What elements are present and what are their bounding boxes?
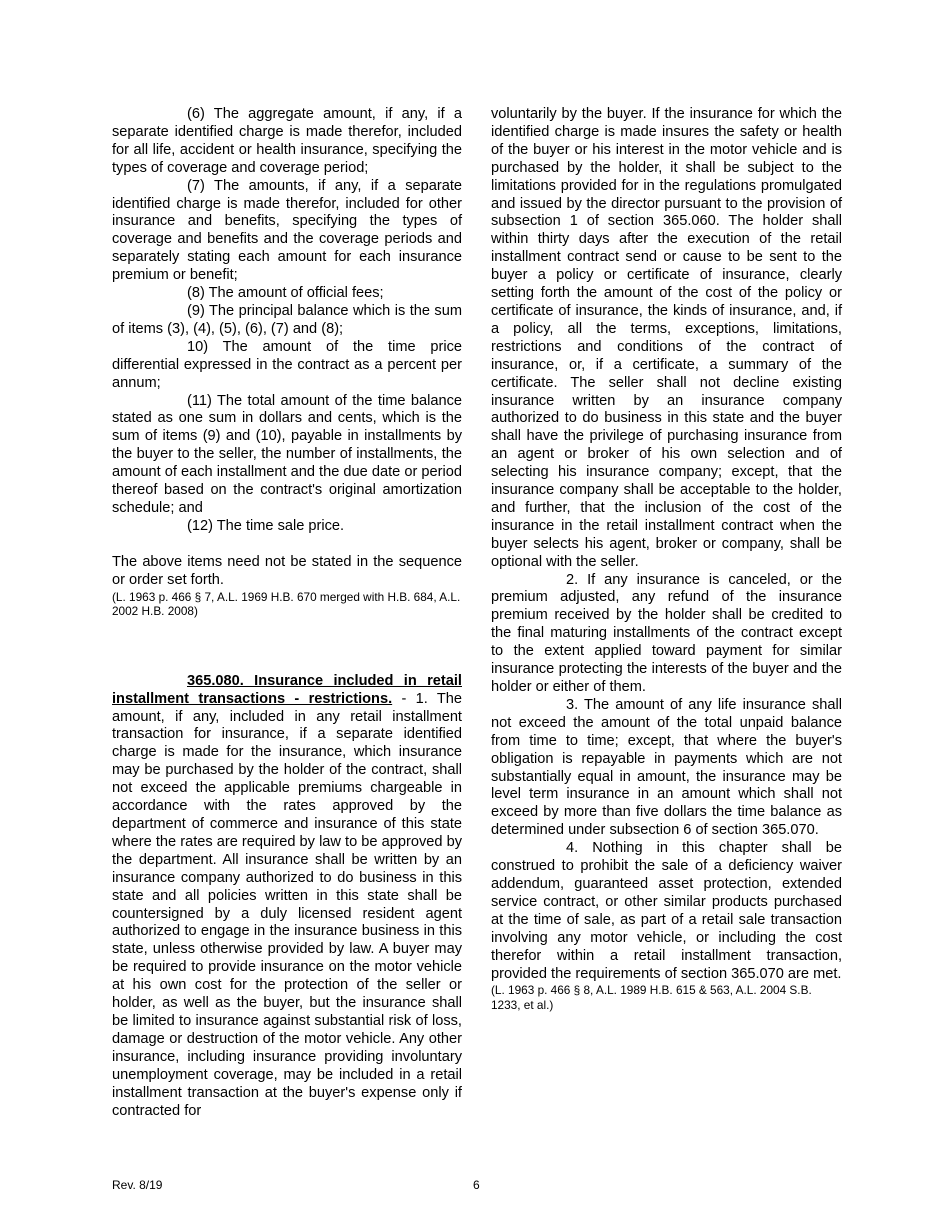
item-8: (8) The amount of official fees; <box>187 285 384 302</box>
item-12: (12) The time sale price. <box>187 517 345 534</box>
item-6: (6) The aggregate amount, if any, if a separate identified charge is made therefor, included for all life, accident or health insurance, specifying the types of coverage and coverage period; <box>112 106 462 176</box>
item-10: 10) The amount of the time price differential expressed in the contract as a percent per annum; <box>112 338 462 391</box>
subsection-2: 2. If any insurance is canceled, or the premium adjusted, any refund of the insurance premium received by the holder shall be credited to the final maturing installments of the contract except to the extent applied toward payment for similar insurance protecting the interests of the buyer and the holder or either of them. <box>491 571 842 695</box>
item-9: (9) The principal balance which is the sum of items (3), (4), (5), (6), (7) and (8); <box>112 302 462 337</box>
section-365-080 <box>112 673 462 1121</box>
footer-revision: Rev. 8/19 <box>112 1178 163 1192</box>
closing-note: The above items need not be stated in the sequence or order set forth. <box>112 553 462 588</box>
continuation-paragraph: voluntarily by the buyer. If the insurance for which the identified charge is made insures the safety or health of the buyer or his interest in the motor vehicle and is purchased by the holder, it shall be subject to the limitations provided for in the regulations promulgated and issued by the director pursuant to the provision of subsection 1 of section 365.060. The holder shall within thirty days after the execution of the retail installment contract send or cause to be sent to the buyer a policy or certificate of insurance, clearly setting forth the amount of the cost of the policy or certificate of insurance, the kinds of insurance, and, if a policy, all the terms, exceptions, limitations, restrictions and conditions of the contract of insurance, or, if a certificate, a summary of the certificate. The seller shall not decline existing insurance written by an insurance company authorized to do business in this state and the buyer shall have the privilege of purchasing insurance from an agent or broker of his own selection and of selecting his insurance company; except, that the insurance company shall be acceptable to the holder, and further, that the inclusion of the cost of the insurance in the retail installment contract when the buyer selects his agent, broker or company, shall be optional with the seller. <box>491 106 842 570</box>
subsection-4: 4. Nothing in this chapter shall be construed to prohibit the sale of a deficiency waiver addendum, guaranteed asset protection, extended service contract, or other similar products purchased at the time of sale, as part of a retail sale transaction involving any motor vehicle, or including the cost therefor within a retail installment transaction, provided the requirements of section 365.070 are met. <box>491 840 842 982</box>
left-column <box>112 106 462 1120</box>
item-7: (7) The amounts, if any, if a separate identified charge is made therefor, included for other insurance and benefits, specifying the types of coverage and benefits and the coverage periods and separately stating each amount for each insurance premium or benefit; <box>112 177 462 284</box>
right-column <box>491 106 842 1013</box>
section-intro: - 1. The amount, if any, included in any retail installment transaction for insurance, if a separate identified charge is made for the insurance, which insurance may be purchased by the holder of the contract, shall not exceed the applicable premiums chargeable in accordance with the rates approved by the department of commerce and insurance of this state where the rates are required by law to be approved by the department. All insurance shall be written by an insurance company authorized to do business in this state and all policies written in this state shall be countersigned by a duly licensed resident agent authorized to engage in the insurance business in this state, unless otherwise provided by law. A buyer may be required to provide insurance on the motor vehicle at his own cost for the protection of the seller or holder, as well as the buyer, but the insurance shall be limited to insurance against substantial risk of loss, damage or destruction of the motor vehicle. Any other insurance, including insurance providing involuntary unemployment coverage, may be included in a retail installment transaction at the buyer's expense only if contracted for <box>112 690 462 1119</box>
section-heading: 365.080. Insurance included in retail installment transactions - restrictions. <box>112 672 462 707</box>
item-11: (11) The total amount of the time balance stated as one sum in dollars and cents, which is the sum of items (9) and (10), payable in installments by the buyer to the seller, the number of installments, the amount of each installment and the due date or period thereof based on the contract's original amortization schedule; and <box>112 392 462 516</box>
citation-365-070: (L. 1963 p. 466 § 7, A.L. 1969 H.B. 670 merged with H.B. 684, A.L. 2002 H.B. 2008) <box>112 589 461 619</box>
subsection-3: 3. The amount of any life insurance shall not exceed the amount of the total unpaid balance from time to time; except, that where the buyer's obligation is repayable in payments which are not substantially equal in amount, the insurance may be level term insurance in an amount which shall not exceed by more than five dollars the time balance as determined under subsection 6 of section 365.070. <box>491 696 842 839</box>
citation-365-080: (L. 1963 p. 466 § 8, A.L. 1989 H.B. 615 & 563, A.L. 2004 S.B. 1233, et al.) <box>491 983 812 1012</box>
page-number: 6 <box>473 1178 480 1192</box>
